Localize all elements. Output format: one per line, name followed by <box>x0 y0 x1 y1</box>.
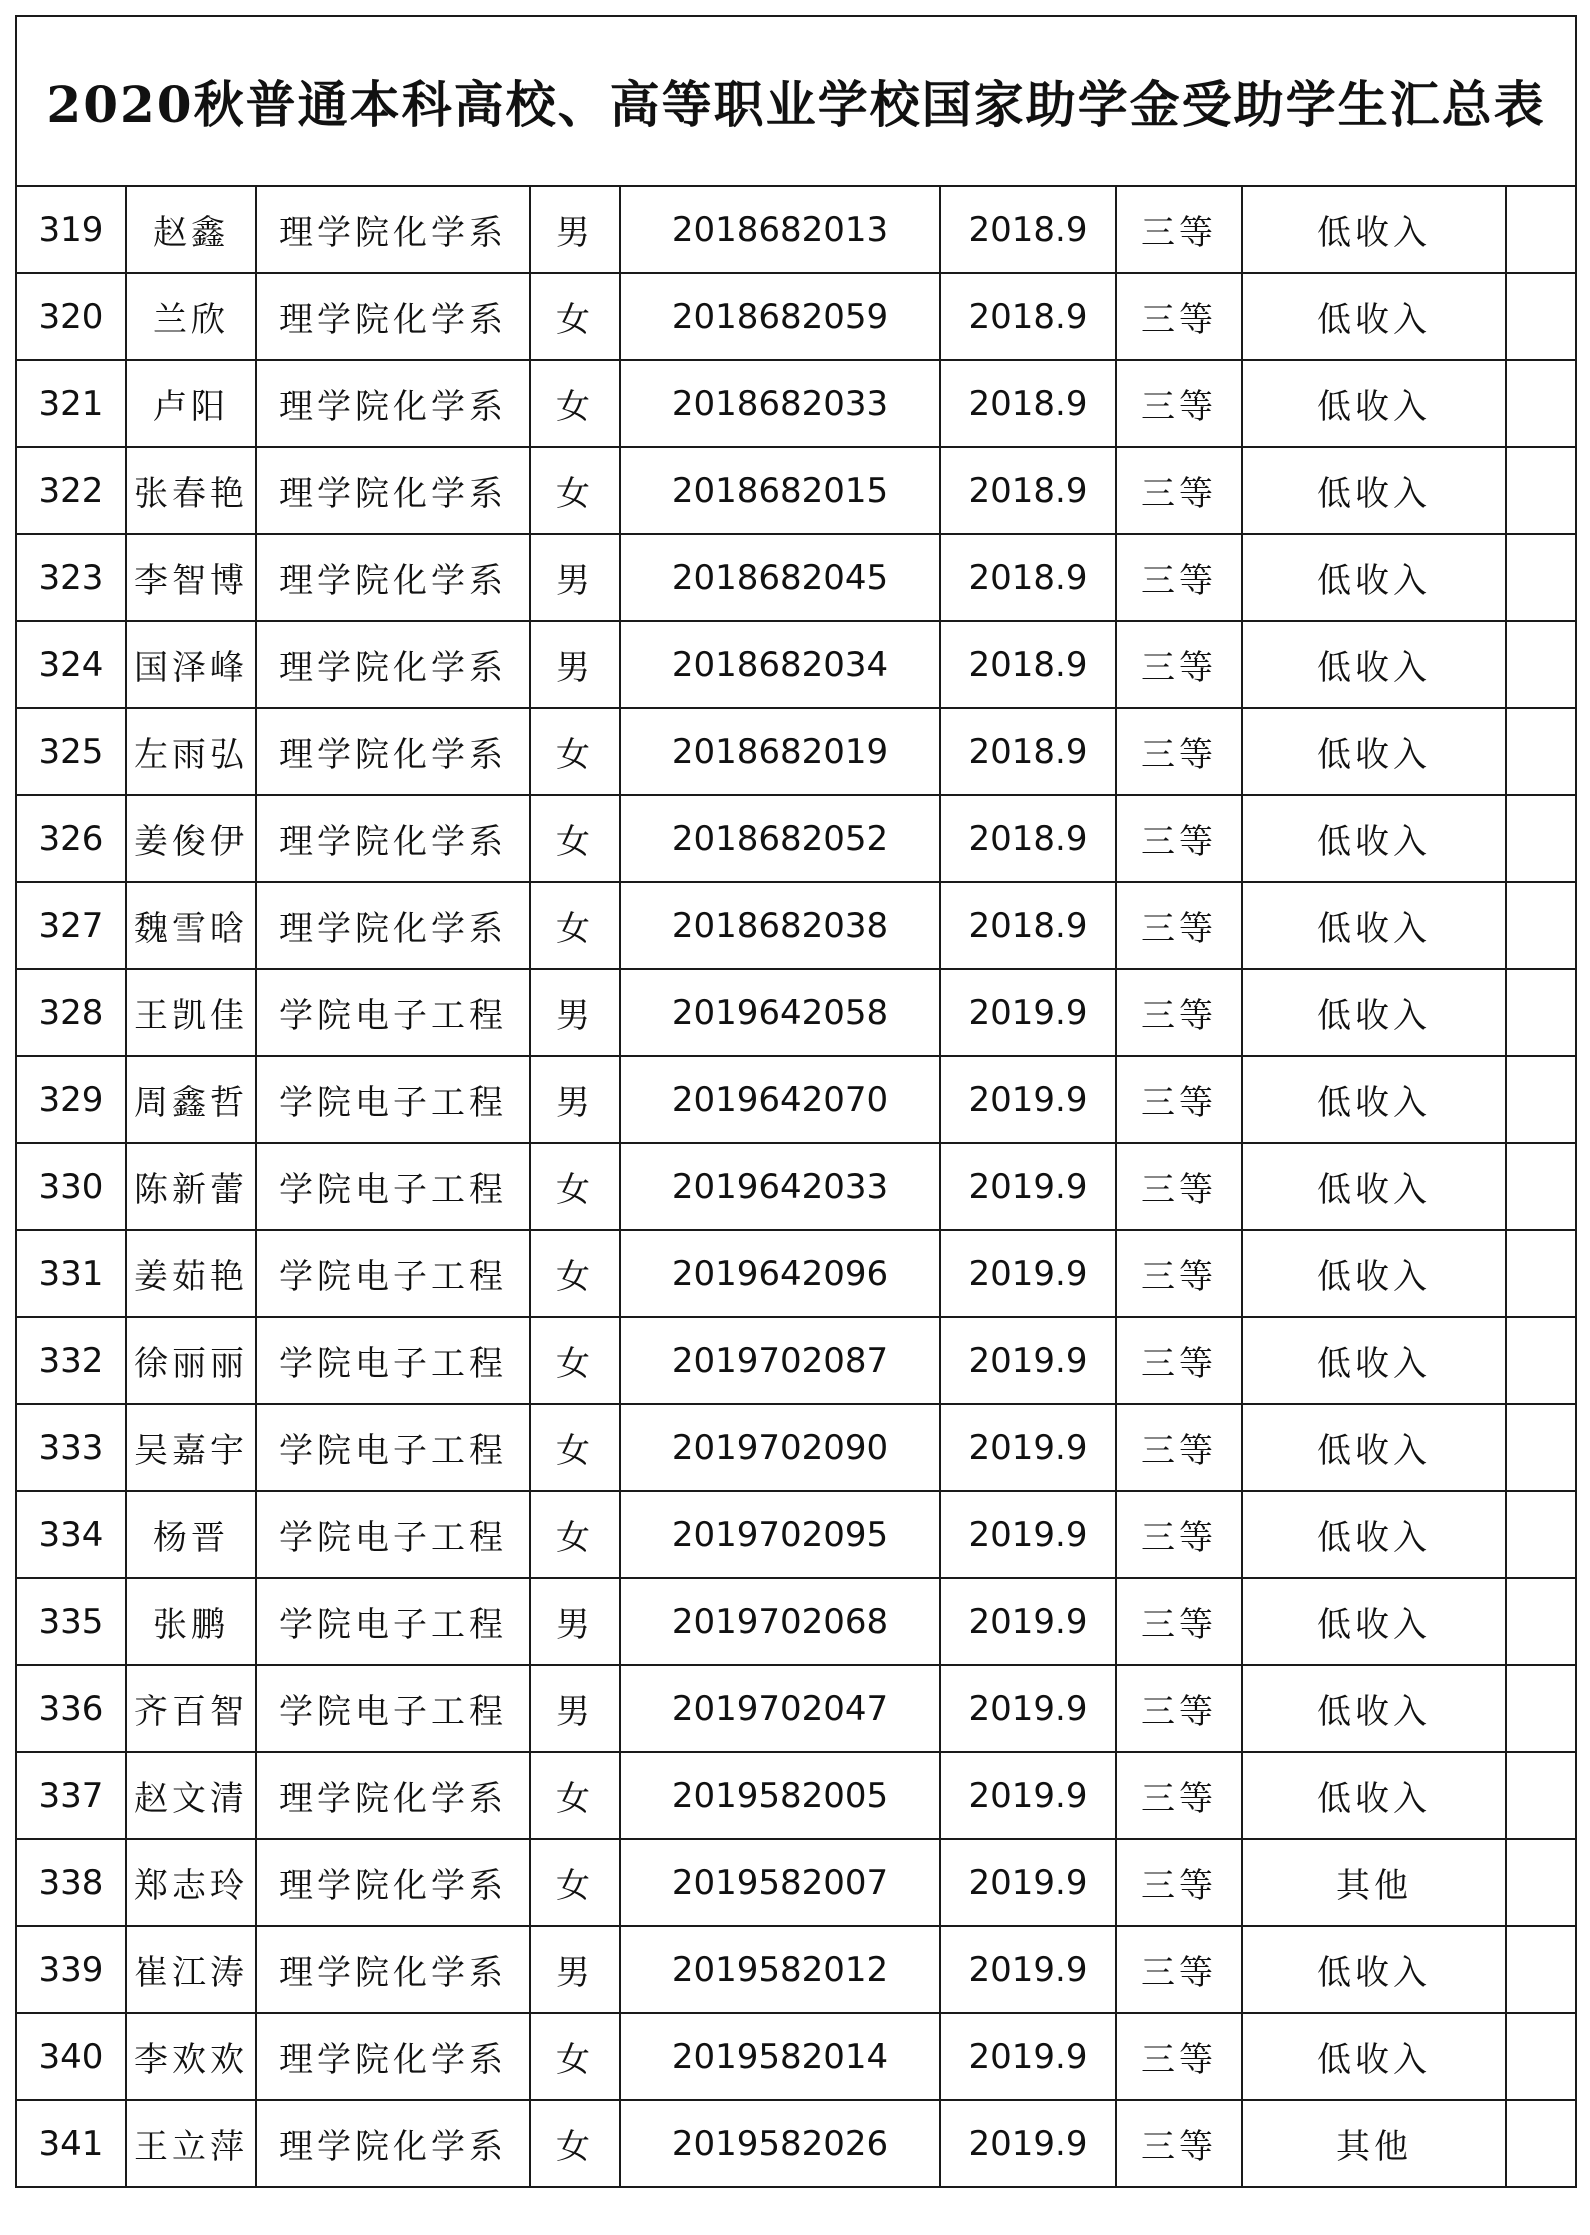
aid-level-cell: 三等 <box>1116 1578 1242 1665</box>
student-name-cell: 崔江涛 <box>126 1926 256 2013</box>
student-id-cell: 2018682013 <box>620 186 940 273</box>
enrollment-date-cell: 2018.9 <box>940 534 1116 621</box>
row-number-cell: 322 <box>16 447 126 534</box>
row-number-cell: 333 <box>16 1404 126 1491</box>
enrollment-date-cell: 2019.9 <box>940 1578 1116 1665</box>
student-id-cell: 2019582014 <box>620 2013 940 2100</box>
remarks-cell <box>1506 1926 1576 2013</box>
enrollment-date-cell: 2019.9 <box>940 1839 1116 1926</box>
student-name-cell: 卢阳 <box>126 360 256 447</box>
student-name-cell: 王立萍 <box>126 2100 256 2187</box>
hardship-type-cell: 低收入 <box>1242 1404 1506 1491</box>
student-id-cell: 2018682015 <box>620 447 940 534</box>
student-id-cell: 2019642058 <box>620 969 940 1056</box>
remarks-cell <box>1506 186 1576 273</box>
student-name-cell: 徐丽丽 <box>126 1317 256 1404</box>
enrollment-date-cell: 2019.9 <box>940 1926 1116 2013</box>
student-id-cell: 2019582012 <box>620 1926 940 2013</box>
gender-cell: 女 <box>530 1491 620 1578</box>
gender-cell: 男 <box>530 1926 620 2013</box>
student-id-cell: 2018682052 <box>620 795 940 882</box>
department-cell: 学院电子工程 <box>256 1317 530 1404</box>
student-name-cell: 杨晋 <box>126 1491 256 1578</box>
department-cell: 理学院化学系 <box>256 447 530 534</box>
department-cell: 理学院化学系 <box>256 621 530 708</box>
student-id-cell: 2018682019 <box>620 708 940 795</box>
table-row <box>16 795 1576 882</box>
department-cell: 理学院化学系 <box>256 795 530 882</box>
hardship-type-cell: 低收入 <box>1242 534 1506 621</box>
student-name-cell: 张鹏 <box>126 1578 256 1665</box>
table-row <box>16 621 1576 708</box>
aid-level-cell: 三等 <box>1116 273 1242 360</box>
student-name-cell: 赵文清 <box>126 1752 256 1839</box>
table-row <box>16 1926 1576 2013</box>
student-id-cell: 2019702087 <box>620 1317 940 1404</box>
hardship-type-cell: 其他 <box>1242 2100 1506 2187</box>
enrollment-date-cell: 2019.9 <box>940 1056 1116 1143</box>
table-row <box>16 1665 1576 1752</box>
department-cell: 理学院化学系 <box>256 360 530 447</box>
row-number-cell: 321 <box>16 360 126 447</box>
gender-cell: 男 <box>530 1665 620 1752</box>
table-row <box>16 447 1576 534</box>
gender-cell: 女 <box>530 1839 620 1926</box>
hardship-type-cell: 低收入 <box>1242 360 1506 447</box>
hardship-type-cell: 低收入 <box>1242 1752 1506 1839</box>
student-name-cell: 王凯佳 <box>126 969 256 1056</box>
hardship-type-cell: 低收入 <box>1242 969 1506 1056</box>
student-id-cell: 2019582026 <box>620 2100 940 2187</box>
hardship-type-cell: 低收入 <box>1242 621 1506 708</box>
row-number-cell: 328 <box>16 969 126 1056</box>
student-name-cell: 齐百智 <box>126 1665 256 1752</box>
student-name-cell: 赵鑫 <box>126 186 256 273</box>
gender-cell: 男 <box>530 1578 620 1665</box>
hardship-type-cell: 低收入 <box>1242 795 1506 882</box>
table-row <box>16 2100 1576 2187</box>
row-number-cell: 327 <box>16 882 126 969</box>
enrollment-date-cell: 2019.9 <box>940 1491 1116 1578</box>
student-name-cell: 魏雪晗 <box>126 882 256 969</box>
aid-level-cell: 三等 <box>1116 1143 1242 1230</box>
gender-cell: 男 <box>530 969 620 1056</box>
row-number-cell: 338 <box>16 1839 126 1926</box>
table-row <box>16 1839 1576 1926</box>
remarks-cell <box>1506 273 1576 360</box>
row-number-cell: 329 <box>16 1056 126 1143</box>
row-number-cell: 341 <box>16 2100 126 2187</box>
row-number-cell: 334 <box>16 1491 126 1578</box>
enrollment-date-cell: 2019.9 <box>940 2100 1116 2187</box>
enrollment-date-cell: 2018.9 <box>940 621 1116 708</box>
gender-cell: 男 <box>530 1056 620 1143</box>
enrollment-date-cell: 2019.9 <box>940 2013 1116 2100</box>
aid-recipients-table <box>15 15 1577 2188</box>
hardship-type-cell: 低收入 <box>1242 1056 1506 1143</box>
remarks-cell <box>1506 969 1576 1056</box>
remarks-cell <box>1506 621 1576 708</box>
department-cell: 理学院化学系 <box>256 1752 530 1839</box>
gender-cell: 女 <box>530 1317 620 1404</box>
enrollment-date-cell: 2019.9 <box>940 1404 1116 1491</box>
row-number-cell: 330 <box>16 1143 126 1230</box>
department-cell: 学院电子工程 <box>256 969 530 1056</box>
gender-cell: 男 <box>530 186 620 273</box>
gender-cell: 女 <box>530 447 620 534</box>
remarks-cell <box>1506 447 1576 534</box>
gender-cell: 女 <box>530 1143 620 1230</box>
student-name-cell: 李智博 <box>126 534 256 621</box>
aid-level-cell: 三等 <box>1116 882 1242 969</box>
student-id-cell: 2019642070 <box>620 1056 940 1143</box>
aid-level-cell: 三等 <box>1116 1404 1242 1491</box>
student-id-cell: 2018682059 <box>620 273 940 360</box>
student-name-cell: 姜茹艳 <box>126 1230 256 1317</box>
student-name-cell: 左雨弘 <box>126 708 256 795</box>
hardship-type-cell: 低收入 <box>1242 1491 1506 1578</box>
table-row <box>16 1491 1576 1578</box>
remarks-cell <box>1506 1665 1576 1752</box>
hardship-type-cell: 低收入 <box>1242 273 1506 360</box>
student-id-cell: 2019582005 <box>620 1752 940 1839</box>
remarks-cell <box>1506 1317 1576 1404</box>
student-id-cell: 2018682034 <box>620 621 940 708</box>
remarks-cell <box>1506 1404 1576 1491</box>
student-name-cell: 吴嘉宇 <box>126 1404 256 1491</box>
table-row <box>16 273 1576 360</box>
aid-level-cell: 三等 <box>1116 1752 1242 1839</box>
enrollment-date-cell: 2018.9 <box>940 795 1116 882</box>
student-id-cell: 2019582007 <box>620 1839 940 1926</box>
student-id-cell: 2019702090 <box>620 1404 940 1491</box>
hardship-type-cell: 其他 <box>1242 1839 1506 1926</box>
hardship-type-cell: 低收入 <box>1242 1665 1506 1752</box>
table-row <box>16 882 1576 969</box>
remarks-cell <box>1506 882 1576 969</box>
hardship-type-cell: 低收入 <box>1242 1578 1506 1665</box>
row-number-cell: 339 <box>16 1926 126 2013</box>
aid-level-cell: 三等 <box>1116 2100 1242 2187</box>
student-id-cell: 2019642096 <box>620 1230 940 1317</box>
enrollment-date-cell: 2019.9 <box>940 1752 1116 1839</box>
row-number-cell: 326 <box>16 795 126 882</box>
remarks-cell <box>1506 2100 1576 2187</box>
enrollment-date-cell: 2019.9 <box>940 1230 1116 1317</box>
hardship-type-cell: 低收入 <box>1242 1317 1506 1404</box>
hardship-type-cell: 低收入 <box>1242 186 1506 273</box>
department-cell: 理学院化学系 <box>256 708 530 795</box>
student-name-cell: 姜俊伊 <box>126 795 256 882</box>
hardship-type-cell: 低收入 <box>1242 2013 1506 2100</box>
hardship-type-cell: 低收入 <box>1242 1230 1506 1317</box>
remarks-cell <box>1506 1752 1576 1839</box>
aid-level-cell: 三等 <box>1116 1665 1242 1752</box>
student-name-cell: 周鑫哲 <box>126 1056 256 1143</box>
table-row <box>16 1752 1576 1839</box>
department-cell: 理学院化学系 <box>256 2013 530 2100</box>
aid-level-cell: 三等 <box>1116 1926 1242 2013</box>
department-cell: 理学院化学系 <box>256 1926 530 2013</box>
hardship-type-cell: 低收入 <box>1242 447 1506 534</box>
student-name-cell: 郑志玲 <box>126 1839 256 1926</box>
table-row <box>16 360 1576 447</box>
aid-level-cell: 三等 <box>1116 1056 1242 1143</box>
enrollment-date-cell: 2018.9 <box>940 360 1116 447</box>
aid-level-cell: 三等 <box>1116 1317 1242 1404</box>
table-row <box>16 1230 1576 1317</box>
remarks-cell <box>1506 795 1576 882</box>
table-row <box>16 1317 1576 1404</box>
hardship-type-cell: 低收入 <box>1242 708 1506 795</box>
remarks-cell <box>1506 2013 1576 2100</box>
enrollment-date-cell: 2018.9 <box>940 447 1116 534</box>
aid-level-cell: 三等 <box>1116 2013 1242 2100</box>
row-number-cell: 320 <box>16 273 126 360</box>
enrollment-date-cell: 2018.9 <box>940 708 1116 795</box>
student-name-cell: 李欢欢 <box>126 2013 256 2100</box>
aid-level-cell: 三等 <box>1116 447 1242 534</box>
student-id-cell: 2019702068 <box>620 1578 940 1665</box>
student-id-cell: 2018682033 <box>620 360 940 447</box>
remarks-cell <box>1506 1839 1576 1926</box>
row-number-cell: 324 <box>16 621 126 708</box>
aid-level-cell: 三等 <box>1116 1230 1242 1317</box>
row-number-cell: 331 <box>16 1230 126 1317</box>
table-row <box>16 708 1576 795</box>
row-number-cell: 340 <box>16 2013 126 2100</box>
department-cell: 学院电子工程 <box>256 1491 530 1578</box>
aid-level-cell: 三等 <box>1116 621 1242 708</box>
row-number-cell: 336 <box>16 1665 126 1752</box>
table-title: 2020秋普通本科高校、高等职业学校国家助学金受助学生汇总表 <box>16 16 1576 186</box>
remarks-cell <box>1506 1491 1576 1578</box>
row-number-cell: 325 <box>16 708 126 795</box>
aid-level-cell: 三等 <box>1116 1491 1242 1578</box>
gender-cell: 女 <box>530 795 620 882</box>
gender-cell: 女 <box>530 2013 620 2100</box>
table-row <box>16 186 1576 273</box>
department-cell: 学院电子工程 <box>256 1665 530 1752</box>
hardship-type-cell: 低收入 <box>1242 882 1506 969</box>
enrollment-date-cell: 2019.9 <box>940 1143 1116 1230</box>
remarks-cell <box>1506 1578 1576 1665</box>
gender-cell: 女 <box>530 708 620 795</box>
remarks-cell <box>1506 1056 1576 1143</box>
department-cell: 理学院化学系 <box>256 2100 530 2187</box>
department-cell: 理学院化学系 <box>256 1839 530 1926</box>
aid-level-cell: 三等 <box>1116 969 1242 1056</box>
aid-level-cell: 三等 <box>1116 795 1242 882</box>
department-cell: 理学院化学系 <box>256 273 530 360</box>
gender-cell: 女 <box>530 882 620 969</box>
enrollment-date-cell: 2019.9 <box>940 1665 1116 1752</box>
department-cell: 理学院化学系 <box>256 186 530 273</box>
table-row <box>16 1056 1576 1143</box>
table-row <box>16 969 1576 1056</box>
student-id-cell: 2018682045 <box>620 534 940 621</box>
remarks-cell <box>1506 534 1576 621</box>
enrollment-date-cell: 2018.9 <box>940 273 1116 360</box>
aid-level-cell: 三等 <box>1116 360 1242 447</box>
gender-cell: 女 <box>530 1230 620 1317</box>
aid-level-cell: 三等 <box>1116 708 1242 795</box>
department-cell: 学院电子工程 <box>256 1578 530 1665</box>
row-number-cell: 332 <box>16 1317 126 1404</box>
department-cell: 学院电子工程 <box>256 1404 530 1491</box>
enrollment-date-cell: 2018.9 <box>940 882 1116 969</box>
gender-cell: 女 <box>530 273 620 360</box>
student-name-cell: 兰欣 <box>126 273 256 360</box>
gender-cell: 女 <box>530 1404 620 1491</box>
student-id-cell: 2019702047 <box>620 1665 940 1752</box>
remarks-cell <box>1506 1230 1576 1317</box>
table-row <box>16 1143 1576 1230</box>
gender-cell: 男 <box>530 534 620 621</box>
gender-cell: 男 <box>530 621 620 708</box>
student-id-cell: 2019642033 <box>620 1143 940 1230</box>
remarks-cell <box>1506 360 1576 447</box>
student-id-cell: 2018682038 <box>620 882 940 969</box>
student-name-cell: 国泽峰 <box>126 621 256 708</box>
department-cell: 理学院化学系 <box>256 882 530 969</box>
enrollment-date-cell: 2018.9 <box>940 186 1116 273</box>
enrollment-date-cell: 2019.9 <box>940 1317 1116 1404</box>
hardship-type-cell: 低收入 <box>1242 1143 1506 1230</box>
gender-cell: 女 <box>530 2100 620 2187</box>
student-id-cell: 2019702095 <box>620 1491 940 1578</box>
aid-level-cell: 三等 <box>1116 1839 1242 1926</box>
aid-level-cell: 三等 <box>1116 186 1242 273</box>
table-row <box>16 534 1576 621</box>
row-number-cell: 335 <box>16 1578 126 1665</box>
table-row <box>16 2013 1576 2100</box>
table-row <box>16 1404 1576 1491</box>
remarks-cell <box>1506 1143 1576 1230</box>
department-cell: 理学院化学系 <box>256 534 530 621</box>
department-cell: 学院电子工程 <box>256 1230 530 1317</box>
gender-cell: 女 <box>530 360 620 447</box>
department-cell: 学院电子工程 <box>256 1056 530 1143</box>
student-name-cell: 张春艳 <box>126 447 256 534</box>
summary-sheet <box>15 15 1575 2188</box>
enrollment-date-cell: 2019.9 <box>940 969 1116 1056</box>
hardship-type-cell: 低收入 <box>1242 1926 1506 2013</box>
department-cell: 学院电子工程 <box>256 1143 530 1230</box>
row-number-cell: 337 <box>16 1752 126 1839</box>
table-row <box>16 1578 1576 1665</box>
row-number-cell: 319 <box>16 186 126 273</box>
remarks-cell <box>1506 708 1576 795</box>
student-name-cell: 陈新蕾 <box>126 1143 256 1230</box>
row-number-cell: 323 <box>16 534 126 621</box>
gender-cell: 女 <box>530 1752 620 1839</box>
aid-level-cell: 三等 <box>1116 534 1242 621</box>
